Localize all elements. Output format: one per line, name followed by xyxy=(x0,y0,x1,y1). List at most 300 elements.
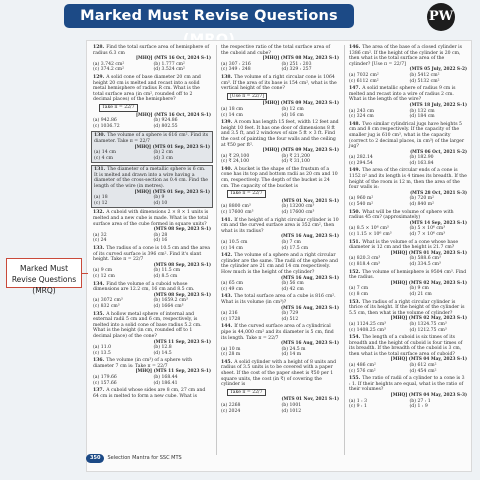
answer-option: (b) 56 cm xyxy=(281,281,304,287)
answer-option: (a) 10.5 cm xyxy=(221,240,248,245)
question-text: Find the total surface area of hemisphere of radius 6.3 cm xyxy=(93,45,210,56)
mrq-side-label: Marked Must Revise Questions (MRQ) xyxy=(6,258,82,288)
question-item xyxy=(349,270,467,298)
answer-option: (b) 168.44 xyxy=(153,375,178,381)
answer-option: (d) 163.84 xyxy=(409,160,434,166)
question-number: 135. xyxy=(93,311,105,317)
answer-options xyxy=(221,62,339,73)
answer-option: (a) 65 cm xyxy=(221,281,244,287)
answer-option: (a) 1124.25 cm³ xyxy=(349,321,387,327)
question-item xyxy=(93,246,211,280)
question-source: (MTS 16 Aug, 2023 S-1) xyxy=(280,234,339,240)
question-source: [MHQ] (MTS 02 May, 2023 S-1) xyxy=(390,280,467,286)
question-item xyxy=(93,358,211,386)
question-text-block xyxy=(221,294,339,305)
question-text-block xyxy=(93,358,211,369)
answer-option: (b) 720 m² xyxy=(409,196,434,202)
question-item xyxy=(221,167,339,216)
answer-option: (c) 14 cm xyxy=(221,112,243,118)
answer-options xyxy=(349,363,467,374)
question-number: 154. xyxy=(349,335,361,341)
answer-option: (d) 3 cm xyxy=(153,155,173,161)
answer-options xyxy=(349,109,467,120)
question-text: Two similar cylindrical jugs have heights 5 cm and 8 cm respectively. If the capacity of the smaller jug is 610 cm³, what is the capacity (correct to 2 decimal places, in cm³) of the larger jug? xyxy=(349,121,465,150)
answer-options xyxy=(221,311,339,322)
answer-option: (b) 13200 cm³ xyxy=(281,204,315,210)
answer-option: (d) 5132 cm² xyxy=(409,78,440,84)
question-number: 153. xyxy=(349,299,361,305)
question-column-2 xyxy=(221,45,339,416)
question-source: [MHQ] (MTS 01 Sep, 2023 S-1) xyxy=(134,189,210,195)
question-item xyxy=(349,335,467,374)
question-number: 142. xyxy=(221,253,233,259)
answer-option: (d) 1212.75 cm³ xyxy=(409,327,447,333)
answer-option: (a) 8800 cm³ xyxy=(221,204,251,210)
answer-option: (a) 8.5 × 10⁶ cm³ xyxy=(349,226,389,232)
question-text: What will be the volume of sphere with radius 45 cm? (approximately) xyxy=(349,209,454,221)
answer-option: (c) 294.54 xyxy=(349,160,373,166)
question-text-block xyxy=(221,324,339,341)
question-source: [MHQ] (MTS 02 May, 2023 S-1) xyxy=(390,316,467,322)
question-source: [MHQ] (MTS 09 May, 2023 S-1) xyxy=(262,101,339,107)
question-number: 134. xyxy=(93,281,105,287)
question-formula xyxy=(227,93,339,101)
answer-options xyxy=(93,118,211,129)
answer-options xyxy=(349,322,467,333)
answer-option: (a) 216 xyxy=(221,311,238,317)
answer-options xyxy=(349,256,467,267)
formula-box: Take π = 22/7 xyxy=(227,190,266,198)
answer-options xyxy=(221,204,339,215)
answer-option: (d) 3.524 cm² xyxy=(153,67,185,73)
question-source: (MTS 06 Oct, 2021 S-2) xyxy=(410,149,467,155)
answer-option: (b) 5412 cm² xyxy=(409,72,440,78)
answer-options xyxy=(349,286,467,297)
answer-option: (c) 13.5 xyxy=(93,350,111,356)
answer-option: (d) 329 : 257 xyxy=(281,67,312,73)
answer-option: (d) 512 xyxy=(281,316,299,322)
question-text-block xyxy=(349,86,467,103)
question-source: [MHQ] (MTS 16 Oct, 2024 S-1) xyxy=(135,112,211,118)
question-text: What is the volume of a cone whose base diameter is 12 cm and the height is 21.7 cm? xyxy=(349,239,459,251)
answer-option: (d) 42 cm xyxy=(281,286,304,292)
answer-option: (b) 12 cm xyxy=(281,106,304,112)
answer-options xyxy=(221,403,339,414)
answer-option: (d) 21 cm xyxy=(409,291,432,297)
answer-option: (c) 28 m xyxy=(221,352,241,358)
question-number: 141. xyxy=(221,217,233,223)
answer-option: (c) 17600 cm³ xyxy=(221,210,254,216)
answer-option: (a) 179.66 xyxy=(93,375,117,381)
answer-option: (b) 27 : 1 xyxy=(409,398,431,404)
question-number: 132. xyxy=(93,210,105,216)
answer-option: (a) 960 m² xyxy=(349,196,374,202)
answer-option: (c) 818.4 cm³ xyxy=(349,261,380,267)
answer-options xyxy=(349,155,467,166)
question-item xyxy=(349,300,467,334)
answer-options xyxy=(349,196,467,207)
answer-option: (b) 132 cm xyxy=(409,108,435,114)
question-text-block xyxy=(93,388,211,399)
question-text: The volume of a sphere and a right circular cylinder are the same. The radii of the sphere and the cylinder are 21 cm and 14 cm respectively. How much is the height of the cylinder? xyxy=(221,253,338,275)
question-text: A solid metallic sphere of radius 9 cm is melted and recast into a wire of radius 2 cm. What is the length of the wire? xyxy=(349,86,456,103)
question-item xyxy=(91,131,213,163)
question-number: 145. xyxy=(221,359,233,365)
question-source: [MHQ] (MTS 11 Sep, 2023 S-1) xyxy=(135,369,211,375)
question-item xyxy=(349,376,467,410)
answer-option: (b) 5 × 10⁶ cm³ xyxy=(409,226,446,232)
question-source: (MTS 16 Aug, 2023 S-1) xyxy=(280,305,339,311)
question-text-block xyxy=(93,75,211,103)
answer-option: (c) 12 cm xyxy=(93,273,115,279)
answer-option: (a) 1 : 3 xyxy=(349,398,368,404)
answer-option: (a) 942.86 xyxy=(93,118,117,124)
question-number: 144. xyxy=(221,324,233,330)
answer-option: (b) 1.777 cm² xyxy=(153,61,185,67)
question-text-block xyxy=(93,45,211,56)
answer-options xyxy=(93,233,211,244)
question-source: (MTS 08 Sep, 2023 S-1) xyxy=(153,292,211,298)
question-source: (MTS 08 Sep, 2023 S-1) xyxy=(153,227,211,233)
question-text: A cuboid whose sides are 8 cm, 27 cm and 64 cm is melted to form a new cube. What is xyxy=(93,388,206,399)
answer-option: (d) 16 xyxy=(153,238,168,244)
question-item xyxy=(221,218,339,252)
answer-option: (a) 10 m xyxy=(221,346,241,352)
question-number: 148. xyxy=(349,121,361,127)
question-text: The diameter of a metallic sphere is 6 cm. It is melted and drawn into a wire having a diameter of the cross-section as 0.4 cm. Find the length of the wire (in metres). xyxy=(94,167,209,190)
answer-option: (d) 14 m xyxy=(281,352,302,358)
answer-option: (c) 24 xyxy=(93,238,107,244)
question-text: If the height of a right circular cylinder is 10 cm and the curved surface area is 352 cm², then what is its radius? xyxy=(221,217,339,234)
question-text: the respective ratio of the total surface area of the cuboid and cube? xyxy=(221,45,331,56)
page-number: 350 xyxy=(86,454,104,463)
answer-options xyxy=(221,347,339,358)
answer-option: (d) 334.5 cm³ xyxy=(409,261,441,267)
question-source: [MHQ] (MTS 08 May, 2023 S-1) xyxy=(262,56,339,62)
answer-option: (d) 8.5 cm xyxy=(153,273,178,279)
question-text: The total surface area of a cube is 816 cm². What is its volume (in cm³)? xyxy=(221,294,336,305)
answer-option: (a) 9 cm xyxy=(93,268,113,274)
question-source: (MTS 05 July, 2022 S-2) xyxy=(409,67,467,73)
answer-options xyxy=(221,240,339,251)
answer-option: (c) 349 : 248 xyxy=(221,67,251,73)
answer-option: (d) 454 cm² xyxy=(409,368,437,374)
question-text-block xyxy=(221,167,339,189)
answer-option: (c) 1728 xyxy=(221,316,241,322)
answer-option: (a) 820.3 cm³ xyxy=(349,256,381,262)
question-source: (MTS 28 Oct, 2021 S-3) xyxy=(410,190,467,196)
answer-option: (d) 184 cm xyxy=(409,114,435,120)
answer-options xyxy=(221,281,339,292)
question-number: 146. xyxy=(349,45,361,50)
answer-options xyxy=(93,375,211,386)
question-text-block xyxy=(221,120,339,148)
answer-option: (b) 1659.2 cm³ xyxy=(153,298,188,304)
question-source: [MHQ] (MTS 01 May, 2023 S-1) xyxy=(390,250,467,256)
answer-option: (c) 49 cm xyxy=(221,286,243,292)
answer-option: (d) 7 × 10⁶ cm³ xyxy=(409,232,446,237)
question-text: The volume of a sphere is 616 cm². Find its diameter. Take π = 22/7 xyxy=(94,133,209,144)
question-number: 151. xyxy=(349,239,361,245)
answer-options xyxy=(93,62,211,73)
question-item xyxy=(221,120,339,165)
answer-option: (c) 1408.25 cm³ xyxy=(349,327,386,333)
answer-option: (a) 3.742 cm² xyxy=(93,61,125,67)
answer-options xyxy=(349,73,467,84)
question-text-block xyxy=(349,168,467,190)
question-source: [MHQ] (MTS 16 Oct, 2024 S-1) xyxy=(135,56,211,62)
question-number: 149. xyxy=(349,168,361,174)
question-column-3 xyxy=(349,45,467,412)
question-source: (MTS 11 Sep, 2023 S-1) xyxy=(153,339,211,345)
answer-option: (c) ₹ 24,100 xyxy=(221,159,250,165)
answer-option: (b) 1001 xyxy=(281,403,302,409)
answer-option: (a) 282.14 xyxy=(349,155,373,161)
answer-option: (b) 2 cm xyxy=(153,150,173,156)
question-text-block xyxy=(349,376,467,393)
question-number: 139. xyxy=(221,120,233,126)
answer-option: (c) 1.15 × 10⁶ cm³ xyxy=(349,232,392,237)
mrq-connector-line xyxy=(82,273,88,274)
answer-options xyxy=(93,345,211,356)
answer-option: (c) 324 cm xyxy=(349,114,374,120)
question-text-block xyxy=(221,253,339,275)
question-item xyxy=(349,210,467,238)
answer-option: (a) 11.0 xyxy=(93,345,112,351)
answer-option: (d) 17.5 cm xyxy=(281,245,309,251)
answer-option: (d) 1012 xyxy=(281,408,302,414)
question-source: [MHQ] (MTS 04 May, 2023 S-1) xyxy=(390,357,467,363)
question-item xyxy=(93,282,211,310)
answer-option: (b) 9 cm xyxy=(409,286,429,292)
question-text-block xyxy=(93,282,211,293)
question-formula xyxy=(227,190,339,198)
question-text: Find the volume of a cuboid whose dimensions are 12.2 cm, 16 cm and 8.5 cm. xyxy=(93,281,195,293)
question-text-block xyxy=(349,240,467,251)
answer-option: (b) 729 xyxy=(281,311,299,317)
answer-option: (d) 1664 cm³ xyxy=(153,303,184,309)
question-number: 136. xyxy=(93,358,105,364)
question-text-block xyxy=(93,246,211,263)
question-number: 147. xyxy=(349,86,361,92)
formula-box: Take π = 22/7 xyxy=(227,389,266,397)
answer-option: (b) 24.5 m xyxy=(281,346,306,352)
question-text: A cuboid with dimensions 2 × 8 × 1 units is melted and a new cube is made. What is the total surface area of the cube formed in square units? xyxy=(93,210,209,227)
question-text-block xyxy=(94,133,210,144)
question-text-block xyxy=(349,45,467,67)
question-text: The volume (in cm³) of a sphere with diameter 7 cm is: Take π = 22/7 xyxy=(93,358,193,369)
question-source: (MTS 14 Sep, 2023 S-1) xyxy=(409,220,467,226)
answer-option: (a) 2268 xyxy=(221,403,241,409)
formula-box: [Use π = 22/7] xyxy=(227,93,267,101)
answer-options xyxy=(93,268,211,279)
question-text-block xyxy=(349,335,467,357)
answer-option: (b) ₹ 21,200 xyxy=(281,153,310,159)
question-number: 130. xyxy=(94,133,106,139)
answer-options xyxy=(349,399,467,410)
question-item xyxy=(349,86,467,120)
answer-option: (a) 18 cm xyxy=(221,106,244,112)
question-source: (MTS 01 Nov, 2021 S-1) xyxy=(281,397,339,403)
question-item xyxy=(221,360,339,414)
question-number: 133. xyxy=(93,246,105,251)
page-footer xyxy=(86,452,206,464)
answer-option: (d) 17600 cm³ xyxy=(281,210,315,216)
question-item xyxy=(93,45,211,73)
answer-option: (b) 251 : 203 xyxy=(281,61,312,67)
question-text: The volume of a right circular cone is 1064 cm³. If the area of its base is 154 cm², what is the vertical height of the cone? xyxy=(221,74,337,92)
question-source: [MHQ] (MTS 09 May, 2023 S-1) xyxy=(262,148,339,154)
answer-option: (c) 576 cm² xyxy=(349,368,376,374)
question-text: A bucket is the shape of the frustum of a cone has its top and bottom radii as 20 cm and 10 cm, respectively. The depth of the bucket is 24 cm. The capacity of the bucket is xyxy=(221,166,338,189)
pw-logo-icon: PW xyxy=(427,3,455,31)
question-text-block xyxy=(93,312,211,340)
question-item xyxy=(93,388,211,399)
question-text-block xyxy=(349,270,467,281)
answer-option: (c) 157.66 xyxy=(93,380,117,386)
answer-option: (c) 540 m² xyxy=(349,202,374,208)
answer-option: (a) 3072 cm³ xyxy=(93,298,123,304)
answer-options xyxy=(221,154,339,165)
answer-option: (a) 7 cm xyxy=(349,286,369,292)
answer-option: (c) 374.2 cm² xyxy=(93,67,124,73)
question-text-block xyxy=(221,218,339,235)
answer-option: (a) 486 cm² xyxy=(349,363,376,369)
question-text-block xyxy=(221,360,339,388)
answer-option: (c) 4 cm xyxy=(94,155,113,161)
header xyxy=(0,0,480,34)
question-text: A solid cylinder with a height of 8 units and radius of 3.5 units is to be covered with a paper sheet. If the cost of the paper sheet is ₹50 per 1 square units, the cost (in ₹) of covering the cylinder is xyxy=(221,359,337,388)
question-item xyxy=(349,45,467,84)
question-text: The radius of a cone is 10.5 cm and the area of its curved surface is 396 cm². Find it's slant height. Take π = 22/7 xyxy=(93,246,210,263)
answer-option: (a) 32 xyxy=(93,232,107,238)
question-text-block xyxy=(221,45,339,56)
answer-option: (d) 1 : 9 xyxy=(409,404,428,410)
question-formula xyxy=(227,389,339,397)
question-source: (MTS 16 Aug, 2023 S-1) xyxy=(280,275,339,281)
answer-option: (d) 14.5 xyxy=(153,350,172,356)
question-item xyxy=(349,240,467,268)
question-number: 152. xyxy=(349,269,361,275)
answer-option: (a) 18 xyxy=(94,195,108,201)
question-item xyxy=(93,75,211,129)
question-page xyxy=(86,40,472,472)
answer-options xyxy=(94,195,210,206)
question-text-block xyxy=(221,75,339,92)
question-number: 128. xyxy=(93,45,105,50)
question-source: [MHQ] (MTS 01 Sep, 2023 S-1) xyxy=(134,144,210,150)
answer-option: (d) 186.41 xyxy=(153,380,178,386)
answer-option: (b) 182.90 xyxy=(409,155,434,161)
question-item xyxy=(349,122,467,167)
question-item xyxy=(221,294,339,322)
question-item xyxy=(349,168,467,207)
answer-option: (b) 612 cm² xyxy=(409,363,437,369)
question-item xyxy=(221,324,339,358)
answer-option: (b) 924.86 xyxy=(153,118,178,124)
question-text: The area of the base of a closed cylinder is 1386 cm². If the height of the cylinder is 20 cm, then what is the total surface area of the cylinder? [Use π = 22/7] xyxy=(349,45,462,67)
question-source: (MTS 01 Nov, 2021 S-1) xyxy=(281,198,339,204)
question-text: The area of the circular ends of a cone is 1152 π² and its length is 4 times its breadth. If the height of the room is 12 m, then the area of the four walls is: xyxy=(349,168,467,191)
answer-options xyxy=(349,226,467,237)
question-item xyxy=(221,75,339,118)
answer-options xyxy=(94,150,210,161)
question-text-block xyxy=(349,210,467,221)
answer-option: (d) 10 xyxy=(153,200,168,206)
answer-option: (c) 832 cm³ xyxy=(93,303,120,309)
question-text: A solid cone of base diameter 20 cm and height 20 cm is melted and recast into a solid metal hemisphere of radius R cm. What is the total surface area (in cm², rounded off to 2 decimal places) of the hemisphere? xyxy=(93,74,201,103)
question-number: 155. xyxy=(349,376,361,382)
answer-option: (d) 16 cm xyxy=(281,112,304,118)
column-divider xyxy=(216,45,217,455)
question-text-block xyxy=(349,122,467,150)
formula-box: Take π = 22/7 xyxy=(99,104,138,112)
answer-option: (c) 9 : 1 xyxy=(349,404,367,410)
question-item xyxy=(93,210,211,244)
answer-option: (c) 12 xyxy=(94,200,108,206)
answer-option: (b) 12.8 xyxy=(153,345,172,351)
answer-option: (c) 8 cm xyxy=(349,291,368,297)
answer-option: (c) 14 cm xyxy=(221,245,243,251)
question-text: The radius of a right circular cylinder is thrice of its height. If the height of the cylinder is 5.5 cm, then what is the volume of cylinder? xyxy=(349,299,465,316)
question-number: 143. xyxy=(221,294,233,300)
question-item xyxy=(93,312,211,357)
question-number: 137. xyxy=(93,388,105,394)
answer-option: (d) 802.55 xyxy=(153,123,178,129)
question-text: The length of a cuboid is six times of its breadth and the height of cuboid is four times of its breadth. If the breadth of the cuboid is 3 cm, then what is the total surface area of cuboid? xyxy=(349,335,463,357)
question-source: (MTS 16 Aug, 2023 S-1) xyxy=(280,341,339,347)
question-formula xyxy=(99,104,211,112)
question-number: 129. xyxy=(93,74,105,80)
page-title-banner: Marked Must Revise Questions xyxy=(64,4,354,28)
question-text-block xyxy=(349,300,467,317)
answer-option: (b) 7 cm xyxy=(281,240,301,245)
question-text-block xyxy=(93,210,211,227)
column-divider xyxy=(344,45,345,455)
question-source: (MTS 18 July, 2022 S-1) xyxy=(409,102,467,108)
answer-option: (a) ₹ 29,100 xyxy=(221,153,250,159)
question-text: A room has length 15 feet, width 12 feet and height 10 feet. It has one door of dimensions 8 ft and 3.5 ft, and 2 windows of size 5 ft × 3 ft. Find the cost of painting the four walls and the ceiling at ₹50 per ft². xyxy=(221,120,339,148)
answer-option: (a) 14 cm xyxy=(94,150,117,156)
question-number: 131. xyxy=(94,167,106,173)
answer-option: (a) 7032 cm² xyxy=(349,72,379,78)
answer-option: (b) 588.6 cm³ xyxy=(409,256,441,262)
answer-option: (b) 28 xyxy=(153,232,168,238)
answer-options xyxy=(221,107,339,118)
question-source: (MTS 08 Sep, 2023 S-1) xyxy=(153,262,211,268)
question-item xyxy=(221,253,339,292)
question-text-block xyxy=(94,167,210,189)
answer-option: (b) 1324.75 cm³ xyxy=(409,321,447,327)
answer-option: (c) 6112 cm² xyxy=(349,78,379,84)
question-item xyxy=(91,165,213,208)
answer-option: (c) 2024 xyxy=(221,408,241,414)
question-item xyxy=(221,45,339,73)
answer-option: (a) 307 : 216 xyxy=(221,61,251,67)
question-number: 140. xyxy=(221,166,233,172)
question-number: 150. xyxy=(349,209,361,215)
question-text: If the curved surface area of a cylindrical pipe is 44,000 cm² and its diameter is 5 cm, find its length. Take π = 22/7 xyxy=(221,324,334,341)
footer-text: Selection Mantra for SSC MTS xyxy=(107,455,182,461)
answer-option: (b) 9 xyxy=(153,195,165,201)
question-text: The volume of hemisphere is 9504 cm³. Find the radius. xyxy=(349,269,467,281)
answer-option: (b) 11.5 cm xyxy=(153,268,181,274)
question-text: The ratio of radii of a cylinder to a cone is 3 : 1. If their heights are equal, what is the ratio of their volumes? xyxy=(349,376,465,393)
answer-option: (d) 840 m² xyxy=(409,202,434,208)
question-source: [MHQ] (MTS 04 May, 2023 S-3) xyxy=(390,393,467,399)
answer-options xyxy=(93,298,211,309)
question-text: A hollow metal sphere of internal and external radii 5 cm and 6 cm, respectively, is melted into a solid cone of base radius 5.2 cm. What is the height (in cm, rounded off to 1 decimal place) of the cone? xyxy=(93,311,202,339)
